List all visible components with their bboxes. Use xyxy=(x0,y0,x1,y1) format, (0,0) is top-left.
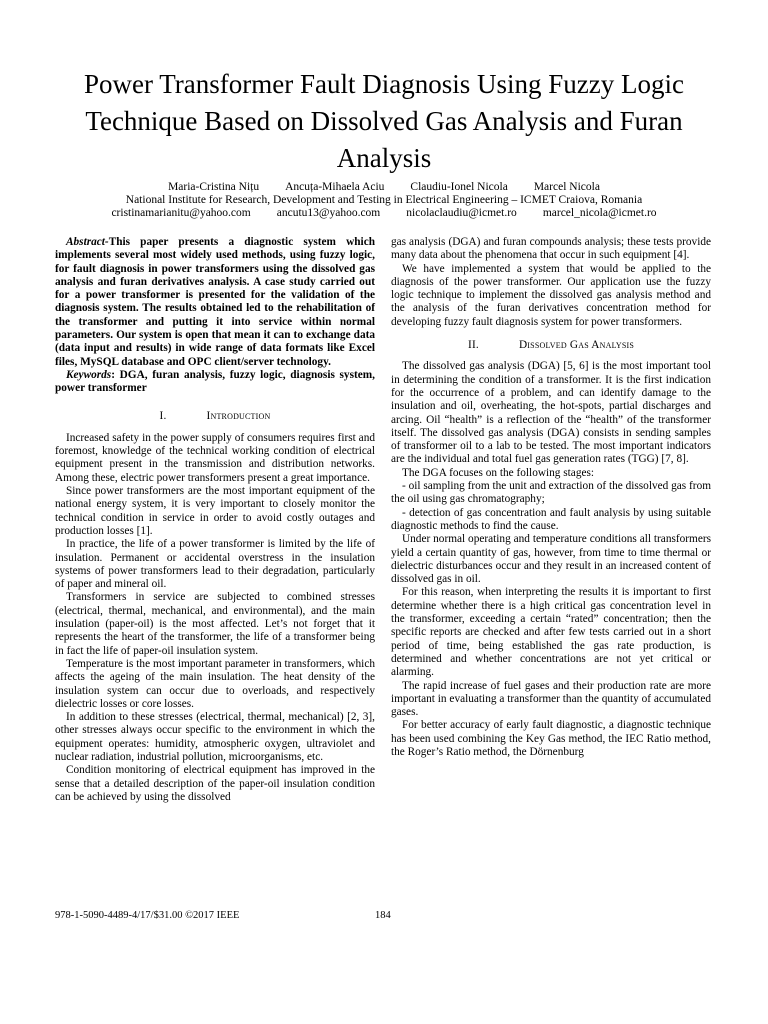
page-number: 184 xyxy=(375,910,391,921)
author-name: Maria-Cristina Nițu xyxy=(168,181,260,193)
paragraph: Condition monitoring of electrical equipment has improved in the sense that a detailed description of the paper-oil insulation condition can be achieved by using the dissolved xyxy=(55,764,375,803)
author-block xyxy=(60,181,708,220)
abstract-label: Abstract- xyxy=(66,236,109,248)
author-name: Marcel Nicola xyxy=(533,181,600,193)
paragraph: In addition to these stresses (electrical, thermal, mechanical) [2, 3], other stresses always occur specific to the environment in which the equipment operates: humidity, atmospheric oxygen, ultraviolet and nuclear radiation, industrial pollution, microorganisms, etc. xyxy=(55,711,375,763)
section-number: I. xyxy=(159,409,167,422)
section-title: Introduction xyxy=(206,409,271,422)
affiliation: National Institute for Research, Development and Testing in Electrical Engineering – ICMET Craiova, Romania xyxy=(125,194,643,206)
author-email: ancutu13@yahoo.com xyxy=(276,207,381,219)
paragraph: Transformers in service are subjected to combined stresses (electrical, thermal, mechanical, and environmental), and the main insulation (paper-oil) is the most affected. Let’s not forget that it represents the heart of the transformer, the life of a transformer being in fact the life of paper-oil insulation system. xyxy=(55,591,375,657)
paragraph: The dissolved gas analysis (DGA) [5, 6] is the most important tool in determining the condition of a transformer. It is the first indication for the occurrence of a problem, and can identify damage to the insulation and oil, overheating, the hot-spots, partial discharges and arcing. Oil “health” is a reflection of the “health” of the transformer itself. The dissolved gas analysis (DGA) consists in sending samples of transformer oil to a lab to be tested. The most important indicators are the individual and total fuel gas generation rates (TGG) [7, 8]. xyxy=(391,360,711,466)
author-email: nicolaclaudiu@icmet.ro xyxy=(406,207,517,219)
section-heading-dga xyxy=(391,339,711,352)
left-column xyxy=(55,236,375,804)
author-emails xyxy=(60,207,708,220)
paragraph: Increased safety in the power supply of consumers requires first and foremost, knowledge of the technical working condition of electrical equipment present in the transmission and distribution networks. Among these, electric power transformers present a great importance. xyxy=(55,431,375,484)
copyright-notice: 978-1-5090-4489-4/17/$31.00 ©2017 IEEE xyxy=(55,910,240,921)
paragraph: - detection of gas concentration and fault analysis by using suitable diagnostic methods to find the cause. xyxy=(391,506,711,532)
paragraph: gas analysis (DGA) and furan compounds analysis; these tests provide many data about the phenomena that occur in such equipment [4]. xyxy=(391,236,711,262)
abstract xyxy=(55,236,375,369)
section-title: Dissolved Gas Analysis xyxy=(518,339,634,352)
author-name: Ancuța-Mihaela Aciu xyxy=(285,181,385,193)
paper-title: Power Transformer Fault Diagnosis Using Fuzzy Logic Technique Based on Dissolved Gas Analysis and Furan Analysis xyxy=(84,69,684,173)
section-heading-introduction xyxy=(55,410,375,423)
keywords xyxy=(55,369,375,396)
paragraph: The DGA focuses on the following stages: xyxy=(402,466,595,479)
section-number: II. xyxy=(468,339,479,352)
right-column xyxy=(391,236,711,759)
paragraph: For this reason, when interpreting the results it is important to first determine whether there is a high critical gas concentration level in the transformer, exceeding a certain “rated” concentration; then the specific reports are checked and after few tests carried out in a short period of time, being established the gas rate production, is determined and whether concentrations are not yet critical or alarming. xyxy=(391,586,711,679)
paragraph: We have implemented a system that would be applied to the diagnosis of the power transformer. Our application use the fuzzy logic technique to implement the dissolved gas analysis method and the analysis of the furan derivatives concentration method for developing fuzzy fault diagnosis system for power transformers. xyxy=(391,262,711,328)
author-email: marcel_nicola@icmet.ro xyxy=(542,207,657,219)
paragraph: - oil sampling from the unit and extraction of the dissolved gas from the oil using gas chromatography; xyxy=(391,480,711,506)
author-names xyxy=(60,181,708,194)
paragraph: In practice, the life of a power transformer is limited by the life of insulation. Permanent or accidental overstress in the insulation systems of power transformers lead to their degradation, particularly of paper and mineral oil. xyxy=(55,538,375,591)
paragraph: Temperature is the most important parameter in transformers, which affects the ageing of the main insulation. The heat density of the insulation system can occur due to overloads, and respectively dielectric losses or core losses. xyxy=(55,657,375,710)
paragraph: For better accuracy of early fault diagnostic, a diagnostic technique has been used combining the Key Gas method, the IEC Ratio method, the Roger’s Ratio method, the Dörnenburg xyxy=(391,719,711,758)
paragraph: Under normal operating and temperature conditions all transformers yield a certain quantity of gas, however, from time to time thermal or dielectric disturbances occur and they result in an increased content of dissolved gas in oil. xyxy=(391,533,711,586)
author-name: Claudiu-Ionel Nicola xyxy=(410,181,508,193)
paragraph: The rapid increase of fuel gases and their production rate are more important in evaluating a transformer than the quantity of accumulated gases. xyxy=(391,679,711,719)
keywords-label: Keywords xyxy=(66,368,112,381)
author-email: cristinamarianitu@yahoo.com xyxy=(111,207,251,219)
abstract-text: This paper presents a diagnostic system which implements several most widely used methods, using fuzzy logic, for fault diagnosis in power transformers using the dissolved gas analysis and furan derivatives analysis. A case study carried out for a power transformer is presented for the validation of the diagnosis system. The results obtained led to the rehabilitation of the transformer and putting it into service within normal parameters. Our system is open that mean it can to exchange data (data input and results) in wide range of data formats like Excel files, MySQL database and OPC client/server technology. xyxy=(55,236,375,368)
keywords-text: : DGA, furan analysis, fuzzy logic, diagnosis system, power transformer xyxy=(55,368,375,395)
paragraph: Since power transformers are the most important equipment of the national energy system, it is very important to closely monitor the technical condition in service in order to avoid costly outages and production losses [1]. xyxy=(55,485,375,537)
